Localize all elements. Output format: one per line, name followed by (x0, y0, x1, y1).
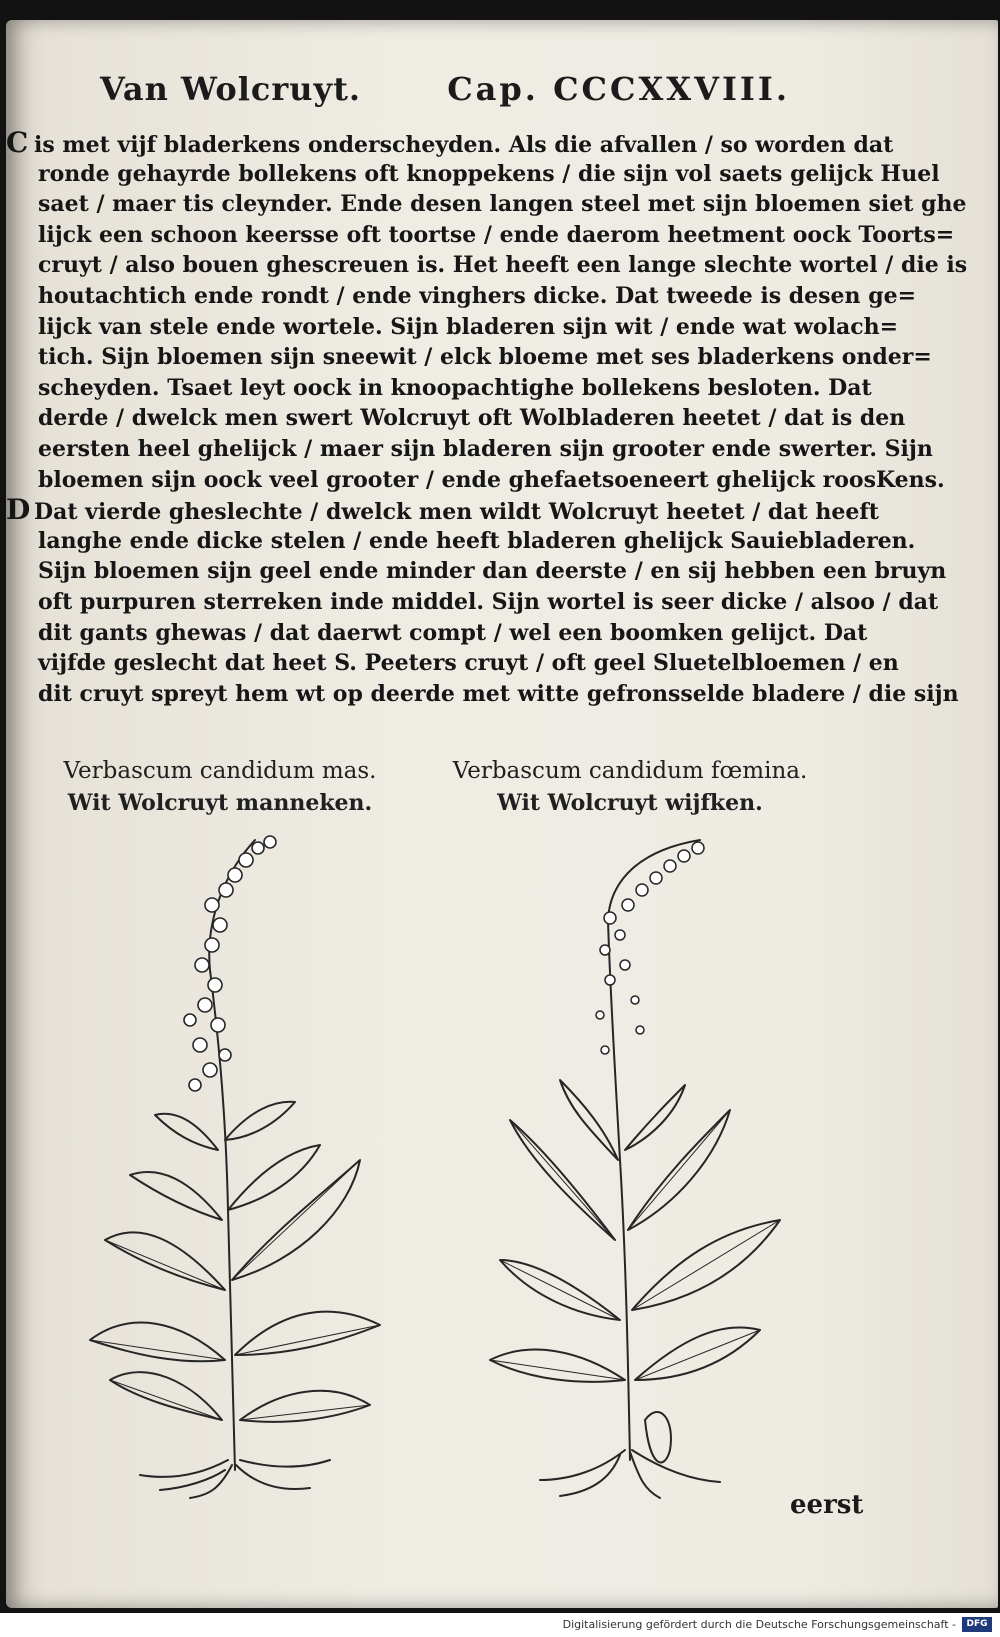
text-line: ronde gehayrde bollekens oft knoppekens / die sijn vol saets gelijck Huel (38, 160, 940, 187)
margin-letter-d: D (6, 493, 31, 527)
woodcut-verbascum-foemina (460, 820, 810, 1500)
caption-right (450, 758, 810, 816)
text-line: dit cruyt spreyt hem wt op deerde met witte gefronsselde bladere / die sijn (38, 680, 959, 707)
footer-bar (0, 1613, 1000, 1637)
running-header (100, 70, 790, 120)
dfg-logo: DFG (962, 1617, 992, 1632)
header-title: Van Wolcruyt. (100, 70, 361, 108)
text-line: houtachtich ende rondt / ende vinghers dicke. Dat tweede is desen ge= (38, 282, 917, 309)
footer-credit: Digitalisierung gefördert durch die Deutsche Forschungsgemeinschaft - (562, 1618, 956, 1631)
text-line: scheyden. Tsaet leyt oock in knoopachtighe bollekens besloten. Dat (38, 374, 872, 401)
text-line: bloemen sijn oock veel grooter / ende ghefaetsoeneert ghelijck roosKens. (38, 466, 945, 493)
caption-right-latin: Verbascum candidum fœmina. (452, 758, 808, 784)
text-line: saet / maer tis cleynder. Ende desen langen steel met sijn bloemen siet ghe (38, 191, 967, 218)
text-line: langhe ende dicke stelen / ende heeft bladeren ghelijck Sauiebladeren. (38, 527, 916, 554)
text-line: D Dat vierde gheslechte / dwelck men wildt Wolcruyt heetet / dat heeft (6, 493, 879, 527)
text-line: tich. Sijn bloemen sijn sneewit / elck bloeme met ses bladerkens onder= (38, 344, 932, 371)
caption-left (60, 758, 380, 816)
text-line: oft purpuren sterreken inde middel. Sijn wortel is seer dicke / alsoo / dat (38, 588, 939, 615)
text-line: lijck van stele ende wortele. Sijn bladeren sijn wit / ende wat wolach= (38, 313, 899, 340)
text-line: C is met vijf bladerkens onderscheyden. Als die afvallen / so worden dat (6, 126, 894, 159)
caption-right-dutch: Wit Wolcruyt wijfken. (497, 790, 763, 816)
text-line: Sijn bloemen sijn geel ende minder dan deerste / en sij hebben een bruyn (38, 558, 947, 585)
body-text (6, 126, 968, 709)
text-line: eersten heel ghelijck / maer sijn bladeren sijn grooter ende swerter. Sijn (38, 435, 933, 462)
caption-left-dutch: Wit Wolcruyt manneken. (67, 790, 373, 816)
margin-letter-c: C (6, 126, 29, 159)
woodcut-verbascum-mas (50, 820, 410, 1500)
chapter-number: Cap. CCCXXVIII. (447, 70, 790, 108)
text-line: lijck een schoon keersse oft toortse / ende daerom heetment oock Toorts= (38, 221, 955, 248)
text-line: cruyt / also bouen ghescreuen is. Het heeft een lange slechte wortel / die is (38, 252, 968, 279)
text-line: dit gants ghewas / dat daerwt compt / wel een boomken gelijct. Dat (38, 619, 868, 646)
text-line: derde / dwelck men swert Wolcruyt oft Wolbladeren heetet / dat is den (38, 405, 906, 432)
catchword: eerst (790, 1490, 864, 1520)
caption-left-latin: Verbascum candidum mas. (63, 758, 377, 784)
text-line: vijfde geslecht dat heet S. Peeters cruyt / oft geel Sluetelbloemen / en (38, 650, 899, 677)
